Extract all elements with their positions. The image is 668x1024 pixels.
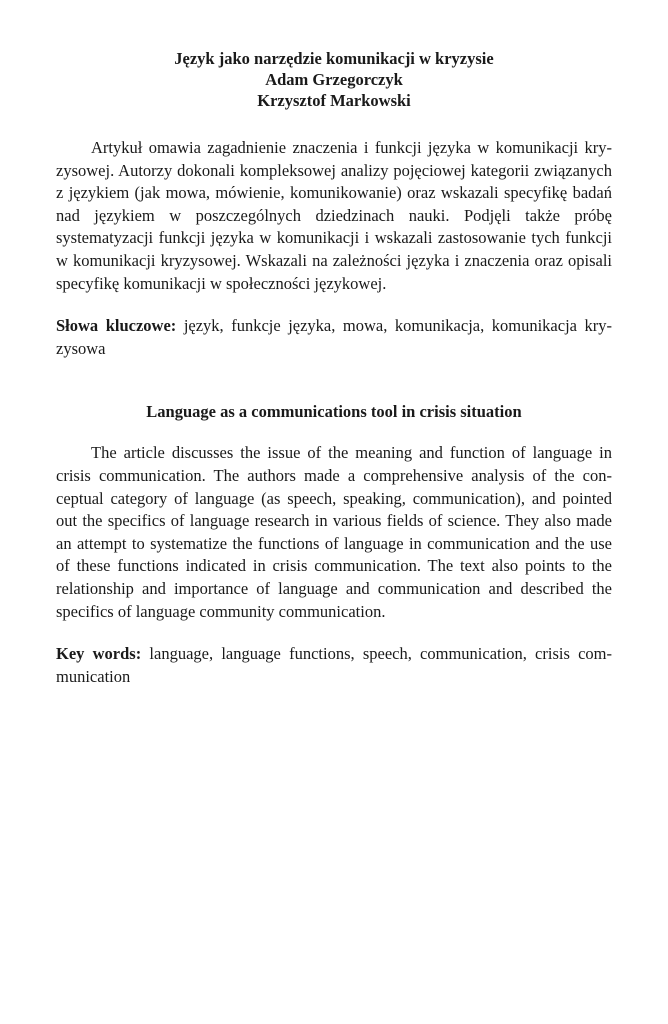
polish-keywords-list: język, funkcje języka, mowa, komunikacja, komunikacja kryzysowa: [56, 316, 613, 358]
polish-heading: [56, 48, 612, 111]
english-keywords-label: Key words:: [56, 644, 142, 664]
english-keywords-list: language, language functions, speech, communication, crisis communication: [56, 644, 612, 686]
author-1: Adam Grzegorczyk: [265, 70, 403, 89]
english-abstract: The article discusses the issue of the meaning and function of language in crisis communication. The authors made a comprehensive analysis of the conceptual category of language (as speech, speaking, communication), and pointed out the specifics of language research in various fields of science. They also made an attempt to systematize the functions of language in communication and the use of these functions indicated in crisis communication. The text also points to the relationship and importance of language and communication and described the specifics of language community communication.: [56, 443, 612, 621]
document-page: [56, 48, 612, 688]
english-title: Language as a communications tool in crisis situation: [146, 402, 522, 422]
polish-title: Język jako narzędzie komunikacji w kryzysie: [174, 49, 494, 68]
polish-keywords-label: Słowa kluczowe:: [56, 316, 177, 336]
author-2: Krzysztof Markowski: [257, 91, 411, 110]
polish-keywords: [56, 315, 612, 360]
polish-abstract: Artykuł omawia zagadnienie znaczenia i funkcji języka w komunikacji kryzysowej. Autorzy dokonali kompleksowej analizy pojęciowej kategorii związanych z językiem (jak mowa, mówienie, komunikowanie) oraz wskazali specyfikę badań nad językiem w poszczególnych dziedzinach nauki. Podjęli także próbę systematyzacji funkcji języka w komunikacji i wskazali zastosowanie tych funkcji w komunikacji kryzysowej. Wskazali na zależności języka i znaczenia oraz opisali specyfikę komunikacji w społeczności językowej.: [56, 138, 612, 293]
english-keywords: [56, 643, 612, 688]
